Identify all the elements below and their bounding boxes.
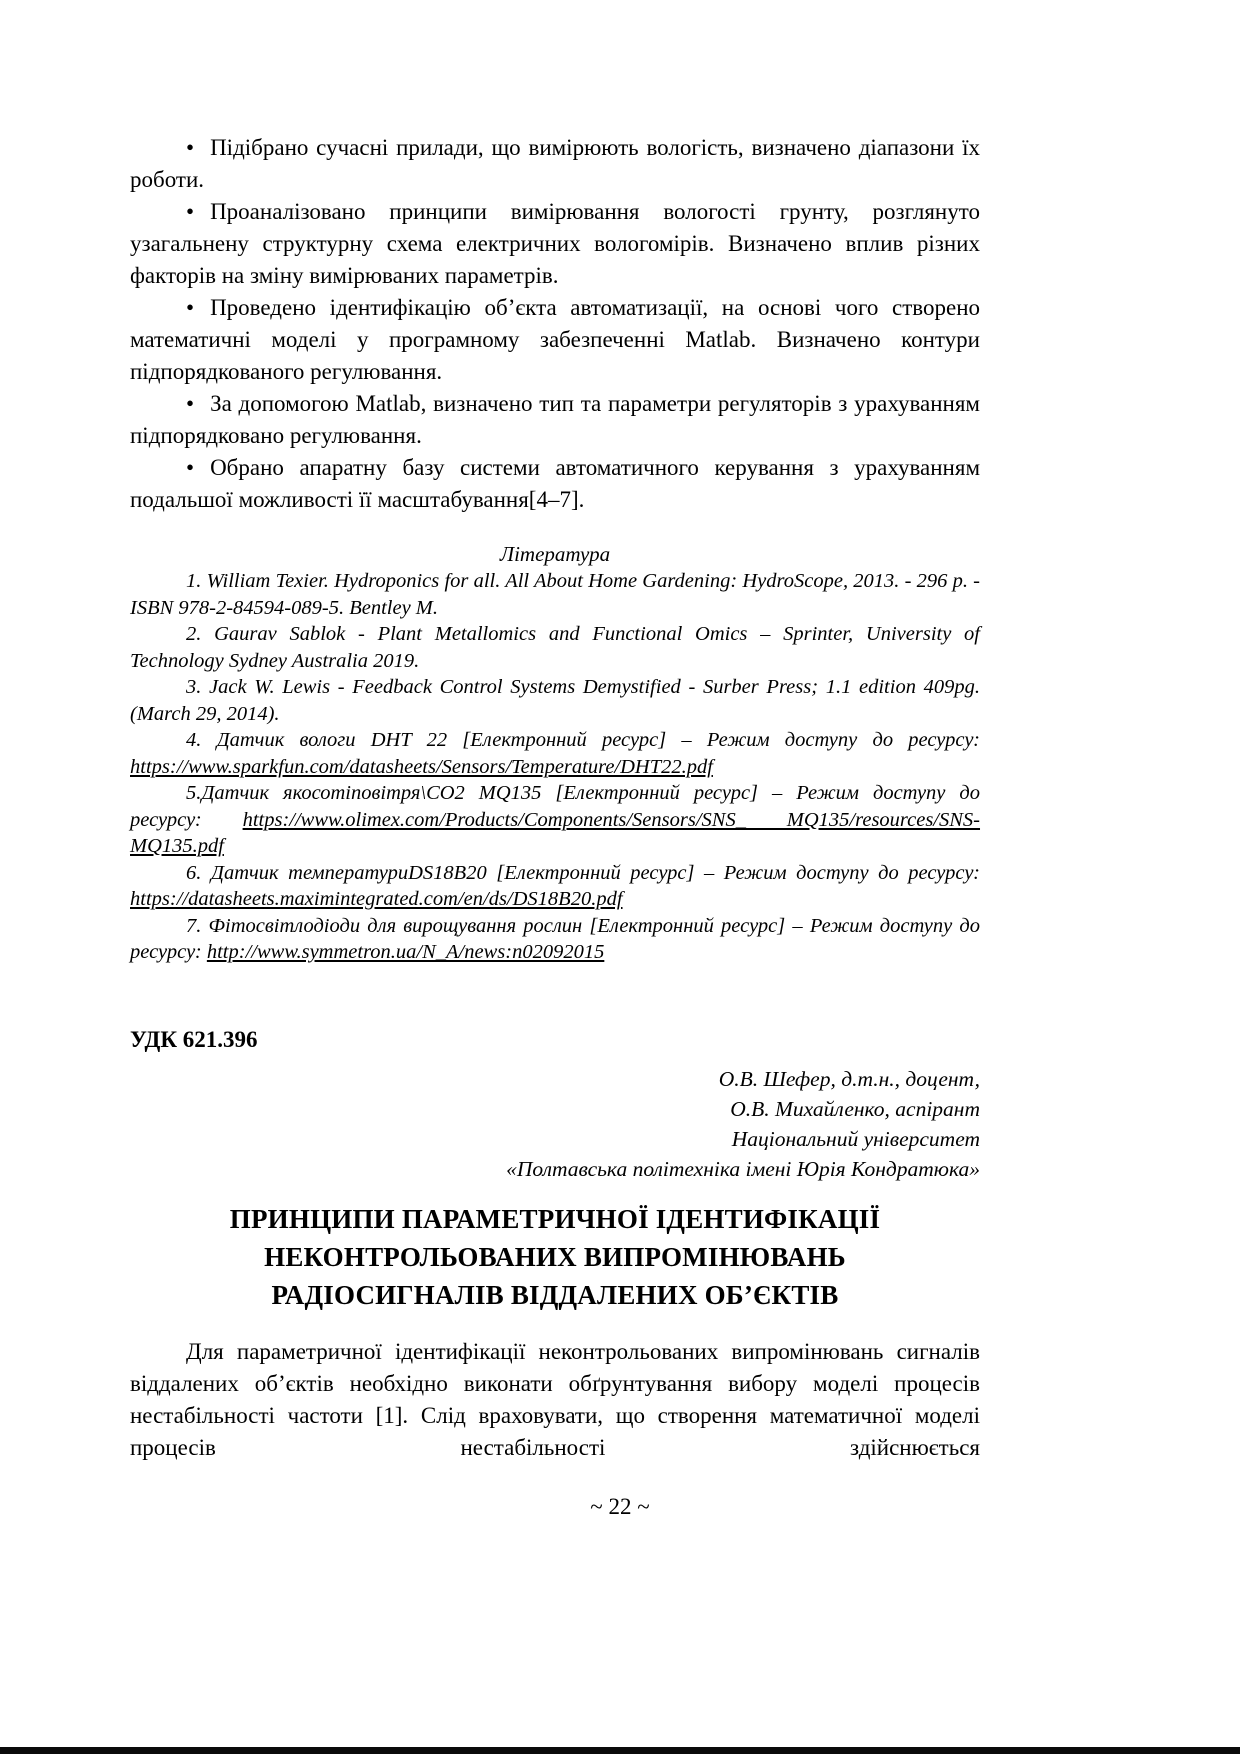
bullet-marker: •: [186, 199, 195, 224]
bullet-item: [130, 452, 980, 516]
bullet-marker: •: [186, 295, 195, 320]
affiliation-line: «Полтавська політехніка імені Юрія Кондратюка»: [506, 1156, 980, 1181]
bullet-text: Підібрано сучасні прилади, що вимірюють вологість, визначено діапазони їх роботи.: [130, 135, 980, 192]
article-title-line: РАДІОСИГНАЛІВ ВІДДАЛЕНИХ ОБ’ЄКТІВ: [271, 1279, 839, 1310]
reference-link[interactable]: http://www.symmetron.ua/N_A/news:n02092015: [206, 941, 605, 963]
summary-bullet-list: [130, 132, 980, 516]
reference-text: 2. Gaurav Sablok - Plant Metallomics and Functional Omics – Sprinter, University of Technology Sydney Australia 2019.: [130, 623, 980, 672]
bullet-text: Проаналізовано принципи вимірювання вологості грунту, розглянуто узагальнену структурну схема електричних вологомірів. Визначено вплив різних факторів на зміну вимірюваних параметрів.: [130, 199, 980, 288]
bullet-marker: •: [186, 455, 195, 480]
reference-list: [130, 568, 980, 966]
bullet-text: Обрано апаратну базу системи автоматичного керування з урахуванням подальшої можливості її масштабування[4–7].: [130, 455, 980, 512]
bullet-text: За допомогою Matlab, визначено тип та параметри регуляторів з урахуванням підпорядковано регулювання.: [130, 391, 980, 448]
article-title-line: НЕКОНТРОЛЬОВАНИХ ВИПРОМІНЮВАНЬ: [264, 1241, 846, 1272]
reference-item: [130, 568, 980, 621]
article-title-line: ПРИНЦИПИ ПАРАМЕТРИЧНОЇ ІДЕНТИФІКАЦІЇ: [229, 1203, 881, 1234]
reference-text: 3. Jack W. Lewis - Feedback Control Systems Demystified - Surber Press; 1.1 edition 409pg. (March 29, 2014).: [130, 676, 980, 725]
reference-item: [130, 674, 980, 727]
reference-item: [130, 780, 980, 860]
reference-link[interactable]: https://datasheets.maximintegrated.com/en/ds/DS18B20.pdf: [130, 888, 623, 910]
reference-text: 5.Датчик якосотіповітря\CO2 MQ135 [Електронний ресурс] – Режим доступу до ресурсу:: [130, 782, 980, 831]
page-number: ~ 22 ~: [590, 1494, 650, 1519]
bullet-marker: •: [186, 135, 195, 160]
reference-item: [130, 860, 980, 913]
author-line: О.В. Шефер, д.т.н., доцент,: [718, 1066, 980, 1091]
bullet-text: Проведено ідентифікацію об’єкта автоматизації, на основі чого створено математичні моделі у програмному забезпеченні Matlab. Визначено контури підпорядкованого регулювання.: [130, 295, 980, 384]
scan-edge-artifact: [0, 1747, 1240, 1754]
reference-text: 1. William Texier. Hydroponics for all. All About Home Gardening: HydroScope, 2013. - 296 p. - ISBN 978-2-84594-089-5. Bentley M.: [130, 570, 980, 619]
literature-heading: Література: [499, 542, 611, 566]
reference-text: 6. Датчик температуриDS18B20 [Електронний ресурс] – Режим доступу до ресурсу:: [186, 861, 980, 884]
reference-item: [130, 621, 980, 674]
bullet-item: [130, 388, 980, 452]
intro-paragraph: Для параметричної ідентифікації неконтрольованих випромінювань сигналів віддалених об’єктів необхідно виконати обґрунтування вибору моделі процесів нестабільності частоти [1]. Слід враховувати, що створення математичної моделі процесів нестабільності здійснюється: [130, 1338, 980, 1460]
bullet-item: [130, 196, 980, 292]
reference-item: [130, 727, 980, 780]
bullet-marker: •: [186, 391, 195, 416]
author-line: О.В. Михайленко, аспірант: [730, 1096, 980, 1121]
reference-text: 7. Фітосвітлодіоди для вирощування рослин [Електронний ресурс] – Режим доступу до ресурсу:: [130, 914, 980, 963]
reference-link[interactable]: https://www.olimex.com/Products/Components/Sensors/SNS_ MQ135/resources/SNS-MQ135.pdf: [130, 808, 981, 857]
authors-block: [130, 1064, 980, 1184]
reference-item: [130, 913, 980, 966]
reference-text: 4. Датчик вологи DHT 22 [Електронний ресурс] – Режим доступу до ресурсу:: [186, 729, 980, 751]
bullet-item: [130, 292, 980, 388]
bullet-item: [130, 132, 980, 196]
reference-link[interactable]: https://www.sparkfun.com/datasheets/Sensors/Temperature/DHT22.pdf: [130, 755, 713, 778]
article-title: [130, 1200, 980, 1314]
affiliation-line: Національний університет: [731, 1126, 980, 1151]
udc-code: УДК 621.396: [130, 1026, 258, 1052]
